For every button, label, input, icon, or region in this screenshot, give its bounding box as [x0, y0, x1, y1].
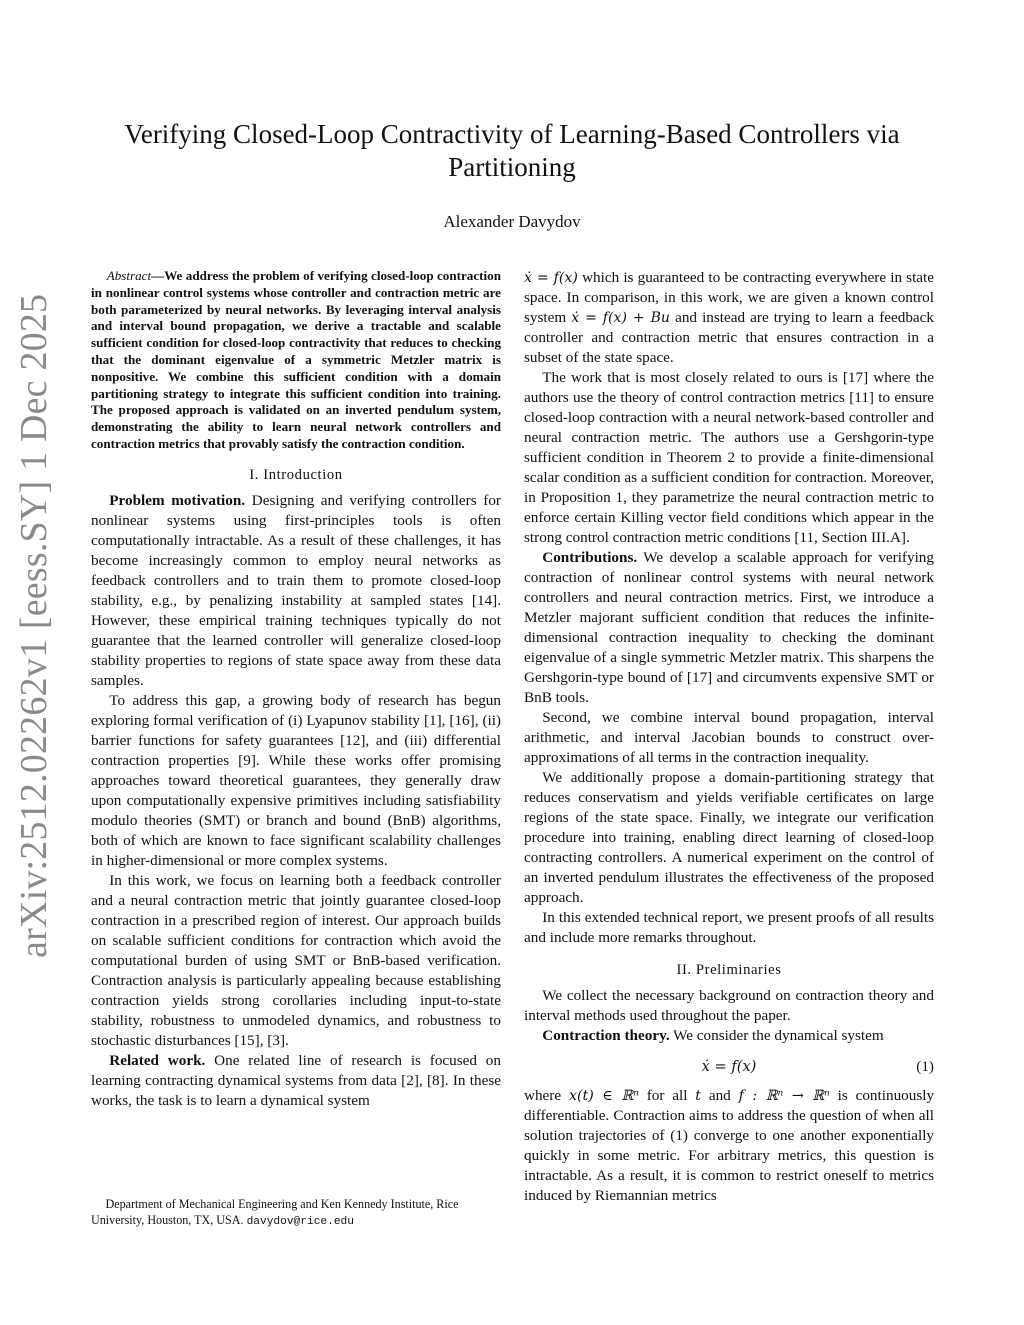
prelim-paragraph-2	[524, 1026, 934, 1046]
paragraph-text: for all	[646, 1087, 688, 1104]
paragraph-text: converge to one another exponentially quickly in some metric. For arbitrary metrics, this question is intractable. As a result, it is common to restrict oneself to metrics induced by Riemannian metrics	[524, 1127, 935, 1204]
intro-paragraph-5: The work that is most closely related to ours is [17] where the authors use the theory of control contraction metrics [11] to ensure closed-loop contraction with a neural network-based controller and neural contraction metric. The authors use a Gershgorin-type sufficient condition in Theorem 2 to provide a finite-dimensional scalar condition as a sufficient condition for contraction. Moreover, in Proposition 1, they parametrize the neural contraction metric to enforce certain Killing vector field conditions which appear in the strong control contraction metric conditions [11, Section III.A].	[524, 369, 934, 546]
prelim-paragraph-1: We collect the necessary background on contraction theory and interval methods used throughout the paper.	[524, 987, 934, 1024]
paragraph-text: is continuously differentiable. Contraction aims to address the question of when all solution trajectories of	[524, 1087, 935, 1144]
paragraph-text: We consider the dynamical system	[673, 1027, 884, 1044]
affiliation-footnote	[91, 1196, 501, 1230]
paragraph-lead: Contraction theory.	[542, 1027, 670, 1044]
equation-1	[524, 1054, 934, 1080]
equation-body: ẋ = f(x)	[701, 1058, 757, 1075]
paragraph-text: and instead are trying to learn a feedback controller and contraction metric that ensures contraction in a subset of the state space.	[524, 309, 934, 366]
paragraph-text: and	[708, 1087, 731, 1104]
paragraph-lead: Problem motivation.	[109, 491, 246, 509]
paper-title: Verifying Closed-Loop Contractivity of Learning-Based Controllers via Partitioning	[124, 119, 900, 182]
right-column	[524, 268, 934, 1206]
left-column	[91, 268, 501, 1111]
prelim-paragraph-3	[524, 1086, 934, 1206]
abstract	[91, 268, 501, 453]
paragraph-text: Designing and verifying controllers for nonlinear systems using first-principles tools is often computationally intractable. As a result of these challenges, it has become increasingly common to employ neural networks as feedback controllers and to train them to promote closed-loop stability, e.g., by penalizing instability at sampled states [14]. However, these empirical training techniques typically do not guarantee that the learned controller will generalize closed-loop stability properties to regions of state space away from these data samples.	[91, 491, 501, 689]
paper-author: Alexander Davydov	[443, 212, 581, 231]
abstract-dash: —	[151, 268, 165, 283]
paragraph-lead: Contributions.	[542, 549, 638, 566]
paragraph-text: where	[524, 1087, 562, 1104]
inline-math: t	[695, 1088, 701, 1104]
abstract-text: We address the problem of verifying closed-loop contraction in nonlinear control systems whose controller and contraction metric are both parameterized by neural networks. By leveraging interval analysis and interval bound propagation, we derive a tractable and scalable sufficient condition for closed-loop contractivity that reduces to checking that the dominant eigenvalue of a symmetric Metzler matrix is nonpositive. We combine this sufficient condition with a domain partitioning strategy to integrate this sufficient condition into training. The proposed approach is validated on an inverted pendulum system, demonstrating the ability to learn neural network controllers and contraction metrics that provably satisfy the contraction condition.	[91, 268, 501, 451]
author-email: davydov@rice.edu	[246, 1216, 354, 1228]
arxiv-identifier: arXiv:2512.02262v1 [eess.SY] 1 Dec 2025	[13, 293, 55, 958]
paragraph-lead: Related work.	[109, 1051, 206, 1069]
footnote-text: Department of Mechanical Engineering and Ken Kennedy Institute, Rice University, Houston, TX, USA.	[91, 1197, 459, 1227]
intro-paragraph-1	[91, 491, 501, 691]
paragraph-text: We develop a scalable approach for verifying contraction of nonlinear control systems with neural network controllers and neural contraction metrics. First, we introduce a Metzler majorant sufficient condition that reduces the infinite-dimensional contraction inequality to checking the dominant eigenvalue of a single symmetric Metzler matrix. This sharpens the Gershgorin-type bound of [17] and circumvents expensive SMT or BnB tools.	[524, 549, 934, 706]
intro-paragraph-2: To address this gap, a growing body of research has begun exploring formal verification of (i) Lyapunov stability [1], [16], (ii) barrier functions for safety guarantees [12], and (iii) differential contraction properties [9]. While these works offer promising approaches toward theoretical guarantees, they generally draw upon computationally expensive primitives including satisfiability modulo theories (SMT) or branch and bound (BnB) algorithms, both of which are known to face significant scalability challenges in higher-dimensional or more complex systems.	[91, 691, 501, 869]
inline-math: ẋ = f(x)	[524, 270, 578, 286]
intro-paragraph-9: In this extended technical report, we present proofs of all results and include more remarks throughout.	[524, 909, 934, 946]
section-heading-preliminaries: II. Preliminaries	[676, 962, 782, 978]
related-work-continuation	[524, 268, 934, 368]
intro-paragraph-7: Second, we combine interval bound propagation, interval arithmetic, and interval Jacobian bounds to construct over-approximations of all terms in the contraction inequality.	[524, 709, 934, 766]
inline-math: ẋ = f(x) + Bu	[571, 310, 671, 326]
paragraph-text: which is guaranteed to be contracting everywhere in state space. In comparison, in this work, we are given a known control system	[524, 269, 935, 326]
equation-reference-link[interactable]: (1)	[670, 1127, 688, 1144]
intro-paragraph-3: In this work, we focus on learning both a feedback controller and a neural contraction metric that jointly guarantee closed-loop contraction in a prescribed region of interest. Our approach builds on scalable sufficient conditions for contraction which avoid the computational burden of using SMT or BnB-based verification. Contraction analysis is particularly appealing because establishing contraction yields strong corollaries including input-to-state stability, robustness to unmodeled dynamics, and robustness to stochastic disturbances [15], [3].	[91, 871, 501, 1049]
intro-paragraph-4	[91, 1051, 501, 1111]
equation-number: (1)	[916, 1058, 934, 1075]
inline-math: x(t) ∈ ℝⁿ	[568, 1088, 639, 1104]
paragraph-text: One related line of research is focused on learning contracting dynamical systems from data [2], [8]. In these works, the task is to learn a dynamical system	[91, 1051, 501, 1109]
inline-math: f : ℝⁿ → ℝⁿ	[738, 1088, 830, 1104]
abstract-label: Abstract	[106, 268, 152, 283]
section-heading-introduction: I. Introduction	[249, 466, 343, 483]
intro-paragraph-8: We additionally propose a domain-partitioning strategy that reduces conservatism and yields verifiable certificates on large regions of the state space. Finally, we integrate our verification procedure into training, enabling direct learning of closed-loop contracting controllers. A numerical experiment on the control of an inverted pendulum illustrates the effectiveness of the proposed approach.	[524, 769, 934, 906]
intro-paragraph-6	[524, 548, 934, 708]
